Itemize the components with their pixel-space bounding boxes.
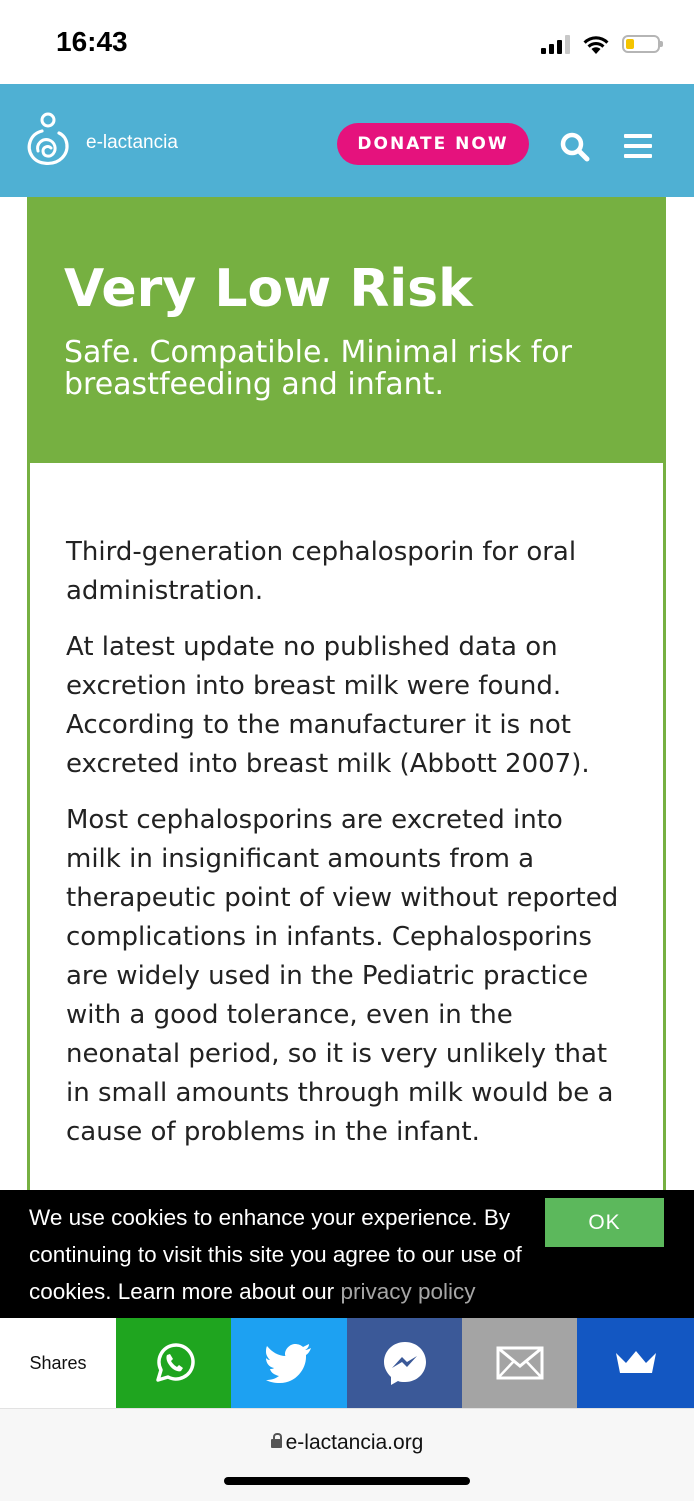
risk-card <box>27 197 666 1197</box>
whatsapp-share-button[interactable] <box>116 1318 231 1408</box>
battery-icon <box>622 35 660 53</box>
home-indicator[interactable] <box>224 1477 470 1485</box>
menu-icon[interactable] <box>624 134 654 160</box>
risk-title: Very Low Risk <box>64 259 473 319</box>
cookie-ok-button[interactable]: OK <box>545 1198 664 1247</box>
risk-subtitle: Safe. Compatible. Minimal risk for breastfeeding and infant. <box>64 335 572 402</box>
url-text: e-lactancia.org <box>285 1431 424 1454</box>
status-time: 16:43 <box>56 26 128 57</box>
cookie-text: We use cookies to enhance your experience. By continuing to visit this site you agree to our use of cookies. Learn more about our <box>29 1205 522 1304</box>
privacy-policy-link[interactable]: privacy policy <box>340 1279 476 1304</box>
crown-icon <box>614 1349 658 1377</box>
risk-paragraph: Third-generation cephalosporin for oral administration. <box>66 537 577 606</box>
twitter-share-button[interactable] <box>231 1318 347 1408</box>
mail-icon <box>496 1346 544 1380</box>
cookie-banner <box>0 1190 694 1318</box>
search-icon[interactable] <box>558 130 592 164</box>
browser-address-bar[interactable] <box>0 1408 694 1501</box>
e-lactancia-logo-icon[interactable] <box>24 111 74 167</box>
signal-icon <box>541 34 570 54</box>
donate-button[interactable]: DONATE NOW <box>337 123 529 165</box>
risk-description <box>66 533 622 1169</box>
more-share-button[interactable] <box>577 1318 694 1408</box>
brand-name[interactable]: e-lactancia <box>86 132 178 153</box>
site-header <box>0 84 694 197</box>
twitter-icon <box>265 1343 313 1383</box>
lock-icon <box>271 1439 282 1448</box>
messenger-share-button[interactable] <box>347 1318 462 1408</box>
status-bar <box>0 0 694 84</box>
share-bar <box>0 1318 694 1408</box>
wifi-icon <box>582 34 610 55</box>
status-icons <box>541 32 660 56</box>
url-display[interactable] <box>0 1431 694 1455</box>
whatsapp-icon <box>150 1339 198 1387</box>
email-share-button[interactable] <box>462 1318 577 1408</box>
risk-paragraph: At latest update no published data on excretion into breast milk were found. According to the manufacturer it is not excreted into breast milk (Abbott 2007). <box>66 632 590 779</box>
messenger-icon <box>381 1339 429 1387</box>
shares-label: Shares <box>29 1353 87 1373</box>
risk-banner <box>30 197 663 463</box>
risk-paragraph: Most cephalosporins are excreted into milk in insignificant amounts from a therapeutic point of view without reported complications in infants. Cephalosporins are widely used in the Pediatric practice with a good tolerance, even in the neonatal period, so it is very unlikely that in small amounts through milk would be a cause of problems in the infant. <box>66 805 619 1147</box>
cookie-message <box>29 1199 609 1310</box>
